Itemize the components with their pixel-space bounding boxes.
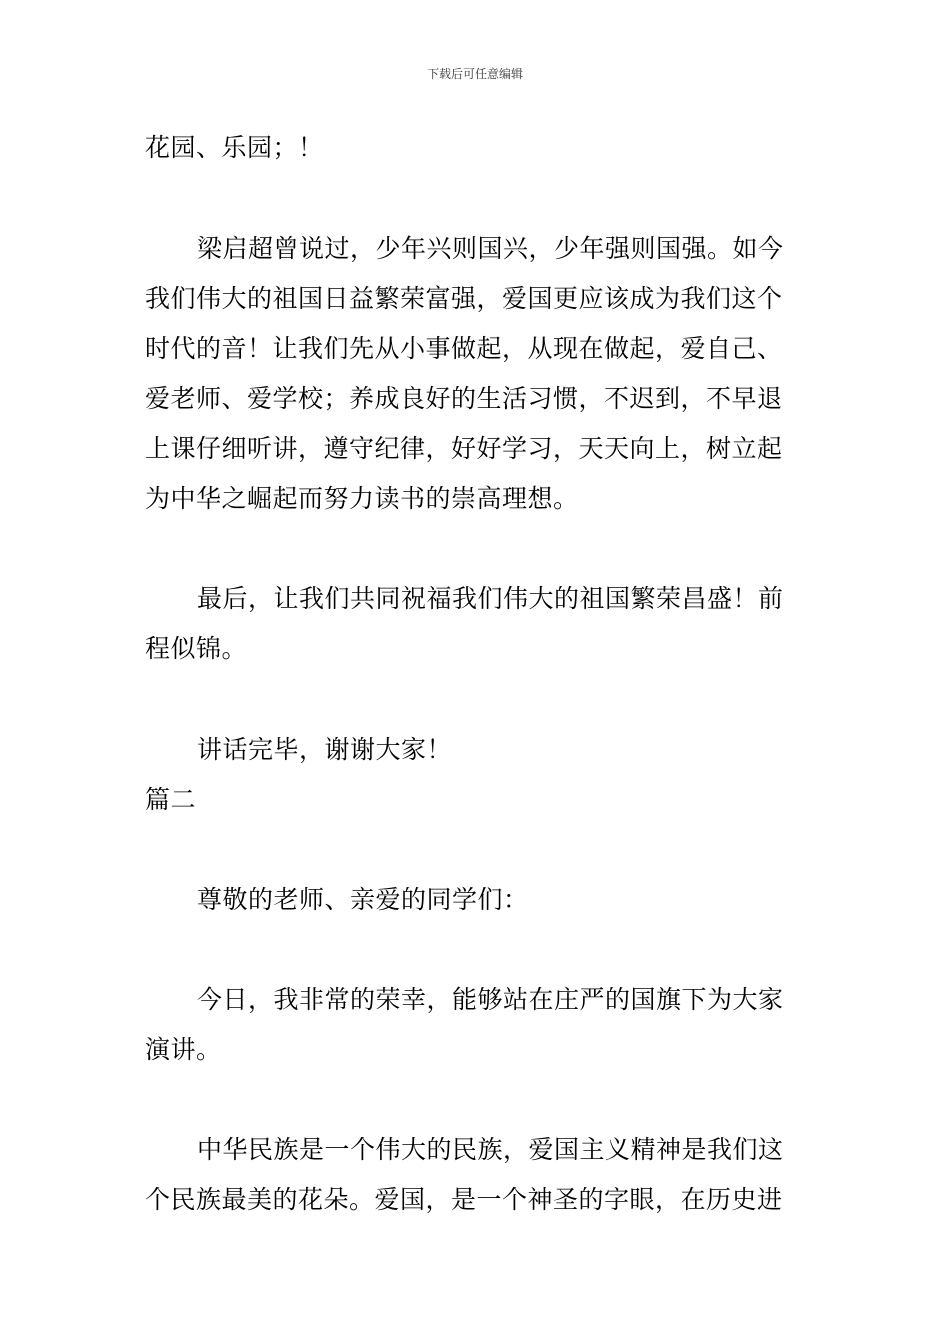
body-line: 为中华之崛起而努力读书的崇高理想。 [145, 484, 579, 513]
body-line: 花园、乐园；！ [145, 133, 324, 162]
body-line: 爱老师、爱学校；养成良好的生活习惯，不迟到，不早退 [145, 384, 783, 413]
body-line: 讲话完毕，谢谢大家！ [197, 735, 453, 764]
body-line: 我们伟大的祖国日益繁荣富强，爱国更应该成为我们这个 [145, 284, 783, 313]
body-line: 时代的音！让我们先从小事做起，从现在做起，爱自己、 [145, 334, 783, 363]
body-line: 最后，让我们共同祝福我们伟大的祖国繁荣昌盛！前 [197, 584, 784, 613]
body-line: 演讲。 [145, 1035, 222, 1064]
body-line: 今日，我非常的荣幸，能够站在庄严的国旗下为大家 [197, 985, 784, 1014]
body-line: 程似锦。 [145, 634, 248, 663]
section-heading: 篇二 [145, 785, 197, 814]
body-line: 梁启超曾说过，少年兴则国兴，少年强则国强。如今 [197, 234, 784, 263]
body-line: 个民族最美的花朵。爱国，是一个神圣的字眼，在历史进 [145, 1185, 783, 1214]
body-line: 中华民族是一个伟大的民族，爱国主义精神是我们这 [197, 1135, 784, 1164]
body-line: 上课仔细听讲，遵守纪律，好好学习，天天向上，树立起 [145, 434, 783, 463]
salutation: 尊敬的老师、亲爱的同学们： [197, 885, 529, 914]
page-header: 下载后可任意编辑 [426, 67, 523, 81]
